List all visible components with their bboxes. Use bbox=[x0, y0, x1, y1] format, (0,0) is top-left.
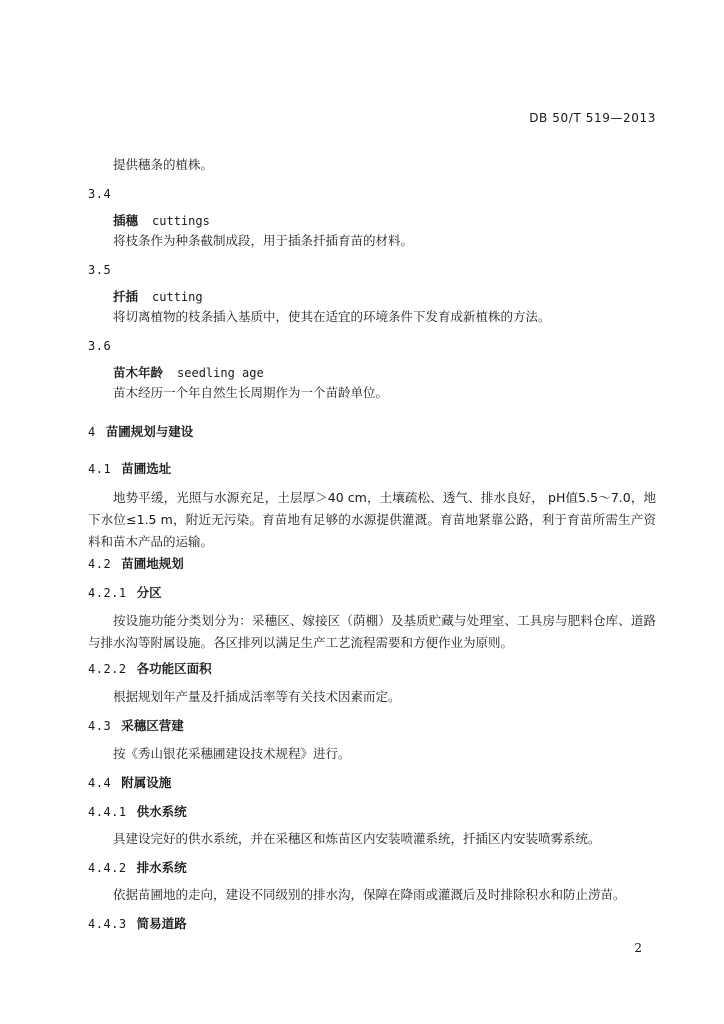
term-3-4 bbox=[113, 213, 210, 229]
section-heading-4-2 bbox=[88, 556, 184, 572]
paragraph-4-2-1: 按设施功能分类划分为：采穗区、嫁接区（荫棚）及基质贮藏与处理室、工具房与肥料仓库、道路与排水沟等附属设施。各区排列以满足生产工艺流程需要和方便作业为原则。 bbox=[88, 613, 656, 650]
definition-3-5: 将切离植物的枝条插入基质中，使其在适宜的环境条件下发育成新植株的方法。 bbox=[113, 309, 551, 324]
paragraph-4-4-1: 具建设完好的供水系统，并在采穗区和炼苗区内安装喷灌系统，扦插区内安装喷雾系统。 bbox=[113, 831, 601, 846]
section-number-4: 4 bbox=[88, 425, 96, 439]
section-heading-4-2-2 bbox=[88, 661, 212, 677]
section-heading-4 bbox=[88, 424, 193, 440]
section-title-4-4-2: 排水系统 bbox=[136, 860, 187, 875]
page-number: 2 bbox=[634, 941, 642, 955]
section-title-4-2-2: 各功能区面积 bbox=[136, 661, 212, 676]
term-3-6 bbox=[113, 365, 264, 381]
term-3-6-cn: 苗木年龄 bbox=[113, 365, 164, 380]
section-title-4: 苗圃规划与建设 bbox=[105, 424, 194, 439]
term-3-6-en: seedling age bbox=[177, 366, 264, 380]
term-3-5-en: cutting bbox=[152, 290, 203, 304]
document-id-header: DB 50/T 519—2013 bbox=[529, 111, 656, 125]
continued-definition: 提供穗条的植株。 bbox=[113, 157, 214, 172]
section-title-4-4: 附属设施 bbox=[121, 775, 172, 790]
section-heading-4-4-1 bbox=[88, 804, 187, 820]
definition-3-6: 苗木经历一个年自然生长周期作为一个苗龄单位。 bbox=[113, 385, 389, 400]
section-number-4-4-2: 4.4.2 bbox=[88, 861, 127, 875]
term-3-4-en: cuttings bbox=[152, 214, 210, 228]
term-3-4-cn: 插穗 bbox=[113, 213, 139, 228]
section-heading-4-3 bbox=[88, 718, 184, 734]
section-number-4-4-1: 4.4.1 bbox=[88, 805, 127, 819]
section-number-4-4-3: 4.4.3 bbox=[88, 917, 127, 931]
section-title-4-4-3: 简易道路 bbox=[136, 916, 187, 931]
section-title-4-1: 苗圃选址 bbox=[121, 461, 172, 476]
paragraph-4-1: 地势平缓，光照与水源充足，土层厚＞40 cm，土壤疏松、透气、排水良好， pH值5.5～7.0，地下水位≤1.5 m，附近无污染。育苗地有足够的水源提供灌溉。育苗地紧靠公路，利于育苗所需生产资料和苗木产品的运输。 bbox=[88, 490, 656, 549]
paragraph-4-4-2: 依据苗圃地的走向，建设不同级别的排水沟，保障在降雨或灌溉后及时排除积水和防止涝苗。 bbox=[113, 887, 626, 902]
section-number-4-2-2: 4.2.2 bbox=[88, 662, 127, 676]
section-title-4-2: 苗圃地规划 bbox=[121, 556, 184, 571]
section-title-4-4-1: 供水系统 bbox=[136, 804, 187, 819]
term-3-5-cn: 扦插 bbox=[113, 289, 139, 304]
section-heading-4-4 bbox=[88, 775, 171, 791]
section-number-4-2-1: 4.2.1 bbox=[88, 586, 127, 600]
clause-number-3-4: 3.4 bbox=[88, 187, 112, 201]
section-heading-4-4-2 bbox=[88, 860, 187, 876]
section-number-4-3: 4.3 bbox=[88, 719, 112, 733]
section-heading-4-1 bbox=[88, 461, 171, 477]
section-number-4-2: 4.2 bbox=[88, 557, 112, 571]
clause-number-3-6: 3.6 bbox=[88, 339, 112, 353]
term-3-5 bbox=[113, 289, 203, 305]
section-heading-4-2-1 bbox=[88, 585, 162, 601]
paragraph-4-3: 按《秀山银花采穗圃建设技术规程》进行。 bbox=[113, 746, 351, 761]
section-heading-4-4-3 bbox=[88, 916, 187, 932]
definition-3-4: 将枝条作为种条截制成段，用于插条扦插育苗的材料。 bbox=[113, 233, 414, 248]
section-title-4-3: 采穗区营建 bbox=[121, 718, 184, 733]
paragraph-4-2-2: 根据规划年产量及扦插成活率等有关技术因素而定。 bbox=[113, 689, 401, 704]
section-title-4-2-1: 分区 bbox=[136, 585, 162, 600]
section-number-4-4: 4.4 bbox=[88, 776, 112, 790]
clause-number-3-5: 3.5 bbox=[88, 263, 112, 277]
section-number-4-1: 4.1 bbox=[88, 462, 112, 476]
